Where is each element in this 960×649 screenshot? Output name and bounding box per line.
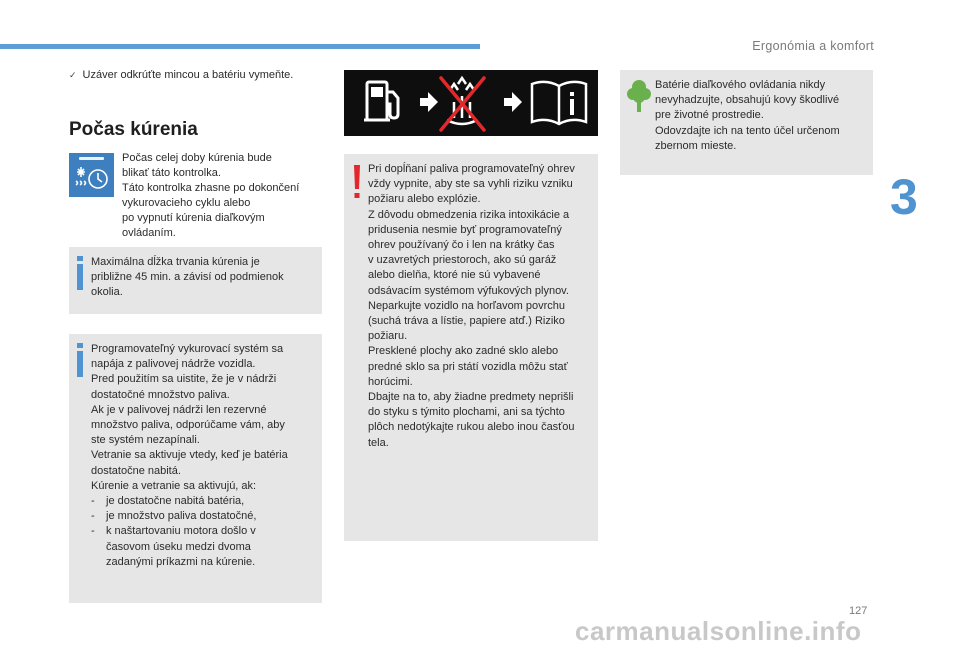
warning-text-line: Pri dopĺňaní paliva programovateľný ohrev xyxy=(368,163,575,175)
fuel-pump-icon xyxy=(364,82,398,120)
header-accent-bar xyxy=(0,44,480,49)
info-box-duration xyxy=(69,247,322,314)
warning-text-line: horúcimi. xyxy=(368,375,413,388)
lamp-text-line: vykurovacieho cyklu alebo xyxy=(122,197,251,209)
warning-text-line: Presklené plochy ako zadné sklo alebo xyxy=(368,345,559,358)
warning-text-line: do styku s týmito plochami, ani sa týchto xyxy=(368,406,565,419)
cross-icon xyxy=(441,78,484,130)
warning-text-line: (suchá tráva a lístie, papiere atď.) Riziko xyxy=(368,315,565,328)
warning-text-line: Dbajte na to, aby žiadne predmety neprišli xyxy=(368,391,574,404)
heater-warning-lamp-icon xyxy=(69,153,114,197)
list-item: - je množstvo paliva dostatočné, xyxy=(91,510,257,523)
environment-text-line: Odovzdajte ich na tento účel určenom xyxy=(655,124,840,137)
refuel-warning-pictogram xyxy=(344,70,598,136)
info-text-line: dostatočné množstvo paliva. xyxy=(91,388,230,401)
warning-text-line: požiaru. xyxy=(368,330,408,343)
lamp-description xyxy=(122,151,322,241)
warning-text-line: alebo dielňa, ktoré nie sú vybavené xyxy=(368,269,541,282)
environment-text-line: Batérie diaľkového ovládania nikdy xyxy=(655,79,826,91)
check-bullet-icon: ✓ xyxy=(69,70,77,80)
info-text-line: Maximálna dĺžka trvania kúrenia je xyxy=(91,256,260,268)
watermark: carmanualsonline.info xyxy=(575,616,862,646)
environment-text-line: pre životné prostredie. xyxy=(655,109,764,122)
lamp-text-line: ovládaním. xyxy=(122,227,176,239)
warning-text-line: odsávacím systémom výfukových plynov. xyxy=(368,284,569,297)
warning-text-line: predné sklo sa pri státí vozidla môžu stať xyxy=(368,360,568,373)
info-box-fuel xyxy=(69,334,322,603)
warning-box xyxy=(344,154,598,541)
warning-text-line: požiaru alebo explózie. xyxy=(368,193,481,206)
info-text-line: Pred použitím sa uistite, že je v nádrži xyxy=(91,373,277,386)
manual-book-icon xyxy=(532,82,586,124)
lamp-text-line: po vypnutí kúrenia diaľkovým xyxy=(122,212,265,224)
page-number: 127 xyxy=(849,605,868,617)
warning-text-line: pridusenia nesmie byť programovateľný xyxy=(368,223,562,236)
section-title: Počas kúrenia xyxy=(69,119,198,140)
warning-text-line: Neparkujte vozidlo na horľavom povrchu xyxy=(368,299,566,312)
info-text-line: Vetranie sa aktivuje vtedy, keď je batéria xyxy=(91,449,288,462)
intro-bullet xyxy=(69,68,349,82)
intro-bullet-text: Uzáver odkrúťte mincou a batériu vymeňte. xyxy=(82,69,294,81)
info-text-line: Ak je v palivovej nádrži len rezervné xyxy=(91,403,267,416)
chapter-number: 3 xyxy=(890,169,918,225)
environment-text-line: zbernom mieste. xyxy=(655,139,737,152)
info-icon xyxy=(77,256,83,290)
warning-text-line: Z dôvodu obmedzenia rizika intoxikácie a xyxy=(368,208,570,221)
list-item: - k naštartovaniu motora došlo v časovom úseku medzi dvoma zadanými príkazmi na kúrenie. xyxy=(91,525,256,568)
info-icon xyxy=(77,343,83,377)
lamp-text-line: Počas celej doby kúrenia bude xyxy=(122,152,272,164)
info-text-line: množstvo paliva, odporúčame vám, aby xyxy=(91,419,285,432)
info-text-line: Kúrenie a vetranie sa aktivujú, ak: xyxy=(91,479,257,492)
environment-box xyxy=(620,70,873,175)
info-text-line: okolia. xyxy=(91,286,123,299)
info-text-line: napája z palivovej nádrže vozidla. xyxy=(91,358,256,371)
chapter-title: Ergonómia a komfort xyxy=(752,39,874,53)
info-text-line: dostatočne nabitá. xyxy=(91,464,181,477)
warning-text-line: plôch nedotýkajte rukou alebo inou časťou xyxy=(368,421,575,434)
warning-text-line: tela. xyxy=(368,436,389,449)
list-item: - je dostatočne nabitá batéria, xyxy=(91,495,245,508)
arrow-right-icon xyxy=(420,92,438,112)
lamp-text-line: blikať táto kontrolka. xyxy=(122,167,221,179)
info-text-line: približne 45 min. a závisí od podmienok xyxy=(91,271,284,284)
warning-text-line: ohrev používaný čo i len na krátky čas xyxy=(368,239,555,252)
info-text-line: Programovateľný vykurovací systém sa xyxy=(91,343,284,355)
warning-text-line: v uzavretých priestoroch, ako sú garáž xyxy=(368,254,557,267)
arrow-right-icon xyxy=(504,92,522,112)
warning-text-line: vždy vypnite, aby ste sa vyhli riziku vzniku xyxy=(368,178,573,191)
info-text-line: ste systém nezapínali. xyxy=(91,434,200,447)
lamp-text-line: Táto kontrolka zhasne po dokončení xyxy=(122,182,300,194)
environment-text-line: nevyhadzujte, obsahujú kovy škodlivé xyxy=(655,94,840,107)
warning-exclamation-icon xyxy=(353,165,361,201)
tree-environment-icon xyxy=(627,79,651,113)
